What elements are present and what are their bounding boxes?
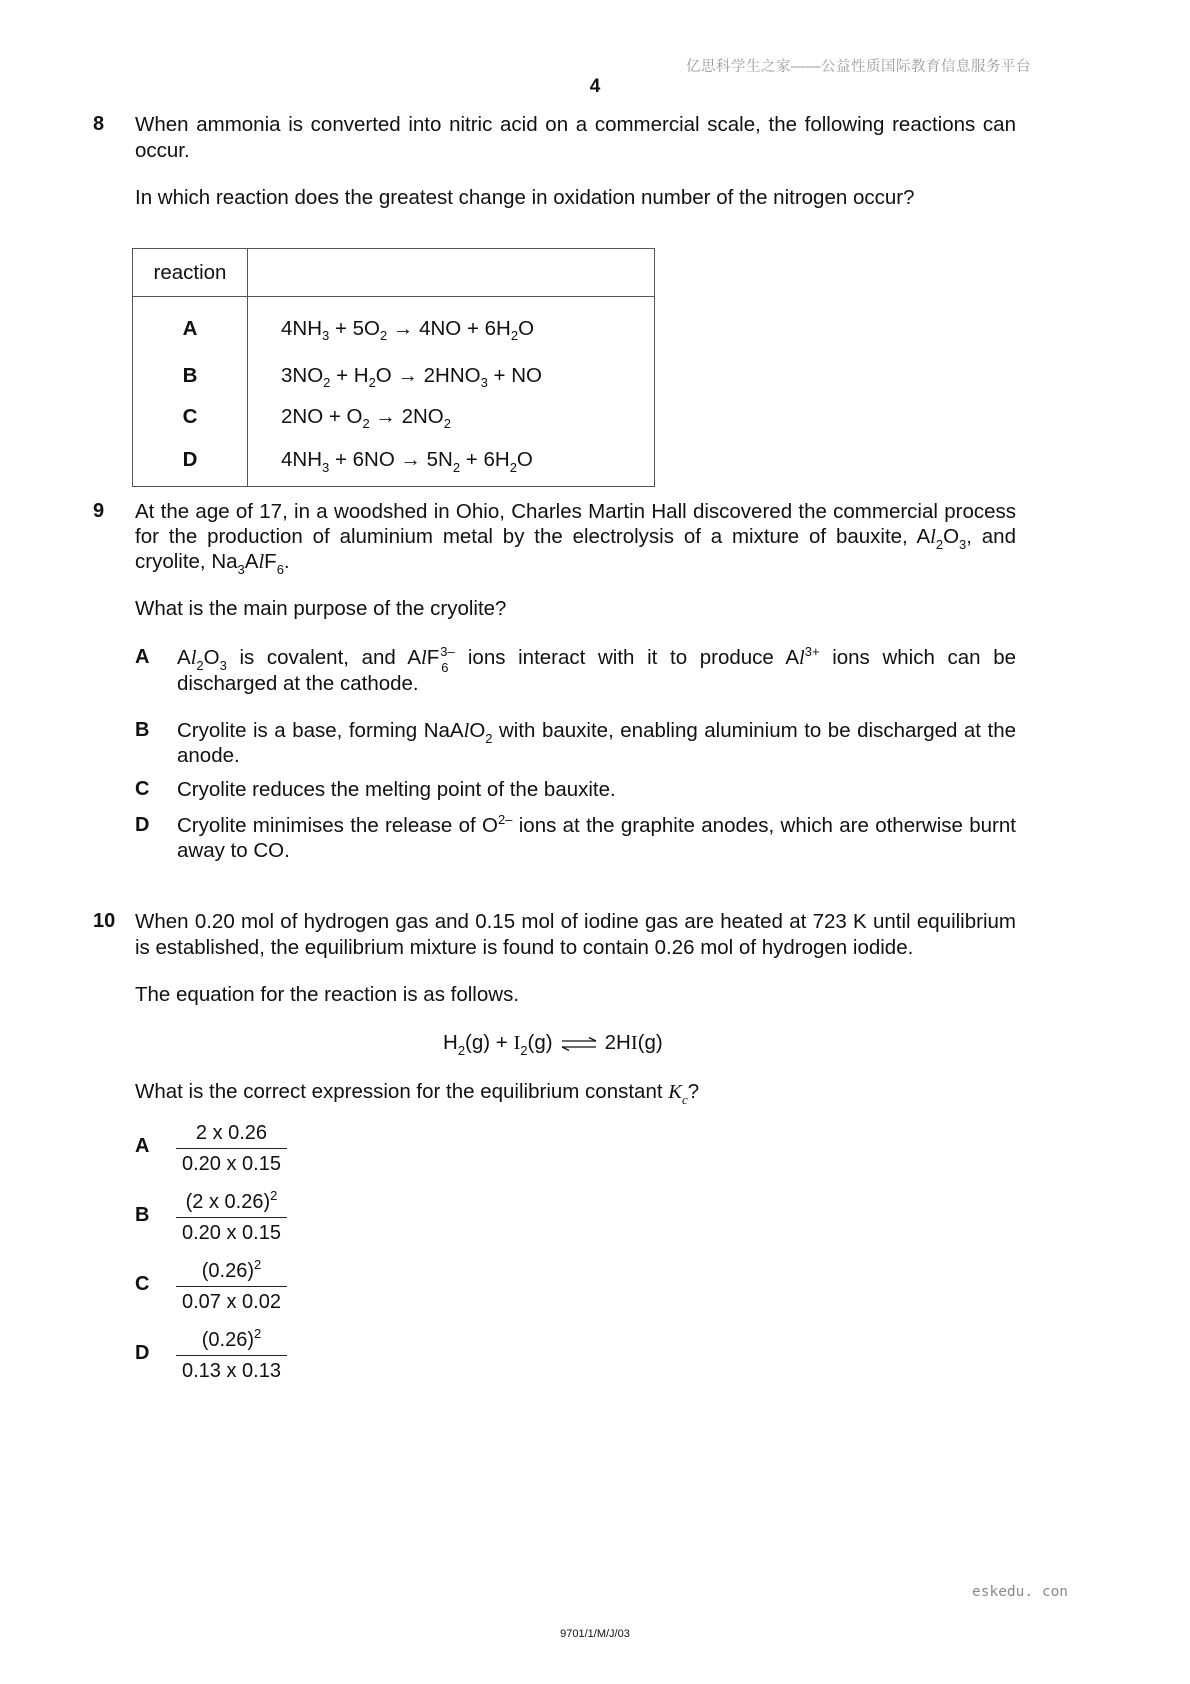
row-letter: A (133, 297, 248, 356)
fraction-numerator: $(0.26)^2$ (176, 1259, 287, 1287)
question-9-number: 9 (93, 500, 105, 522)
equilibrium-equation: $H_2(g) + I_2(g)$ 2HI(g) (443, 1031, 663, 1058)
site-watermark: eskedu. con (972, 1584, 1069, 1600)
watermark-text: 亿思科学生之家——公益性质国际教育信息服务平台 (686, 59, 1031, 75)
option-letter: B (135, 719, 150, 741)
fraction-denominator: 0.20 x 0.15 (182, 1153, 281, 1175)
fraction-denominator: 0.07 x 0.02 (182, 1291, 281, 1313)
paper-code: 9701/1/M/J/03 (560, 1628, 630, 1640)
question-9-option-b-line-1: Cryolite is a base, forming NaAlO$_2$ with bauxite, enabling aluminium to be discharged at the (177, 719, 1017, 746)
option-letter: B (135, 1204, 150, 1226)
question-10-intro: When 0.20 mol of hydrogen gas and 0.15 mol of iodine gas are heated at 723 K until equilibrium is established, the equilibrium mixture is found to contain 0.26 mol of hydrogen iodide. (135, 910, 1016, 959)
fraction-denominator: 0.13 x 0.13 (182, 1360, 281, 1382)
question-10-equation-intro: The equation for the reaction is as follows. (135, 983, 520, 1006)
question-9-question: What is the main purpose of the cryolite? (135, 597, 507, 620)
question-9-intro-line-3: cryolite, $Na_3AlF_6$. (135, 550, 290, 577)
row-equation: $2NO + O_2 \to 2NO_2$ (248, 396, 655, 437)
option-letter: C (135, 778, 150, 800)
page-number: 4 (589, 76, 601, 97)
option-letter: C (135, 1273, 150, 1295)
question-9-option-c: Cryolite reduces the melting point of the bauxite. (177, 778, 616, 801)
question-9-option-a-line-2: discharged at the cathode. (177, 672, 419, 695)
question-9-intro-line-2: for the production of aluminium metal by the electrolysis of a mixture of bauxite, $Al_2O_3$, and (135, 525, 1016, 552)
kc-fraction-b (176, 1187, 287, 1245)
question-9-intro-line-1: At the age of 17, in a woodshed in Ohio, Charles Martin Hall discovered the commercial process (135, 500, 1016, 523)
option-letter: A (135, 646, 150, 668)
question-8-intro: When ammonia is converted into nitric acid on a commercial scale, the following reactions can occur. (135, 113, 1016, 162)
fraction-numerator: 2 x 0.26 (176, 1121, 287, 1149)
row-letter: D (133, 437, 248, 487)
question-9-option-d-line-2: away to CO. (177, 839, 290, 862)
question-10-question: What is the correct expression for the equilibrium constant $K_c$? (135, 1080, 700, 1107)
row-equation: $3NO_2 + H_2O \to 2HNO_3$ + NO (248, 355, 655, 396)
kc-fraction-d (176, 1325, 287, 1383)
row-letter: C (133, 396, 248, 437)
row-equation: $4NH_3 + 5O_2 \to 4NO + 6H_2O$ (248, 297, 655, 356)
question-9-option-d-line-1: Cryolite minimises the release of $O^{2-}$ ions at the graphite anodes, which are otherwise burnt (177, 811, 1016, 837)
question-9-option-b-line-2: anode. (177, 744, 240, 767)
reaction-table (132, 248, 655, 487)
table-header-empty (248, 249, 655, 297)
table-header-reaction: reaction (133, 249, 248, 297)
kc-fraction-a (176, 1121, 287, 1176)
fraction-numerator: (2 x 0.26)$^2$ (176, 1190, 287, 1218)
question-10-number: 10 (93, 910, 116, 932)
table-header-row (133, 249, 655, 297)
fraction-numerator: $(0.26)^2$ (176, 1328, 287, 1356)
question-8-question: In which reaction does the greatest change in oxidation number of the nitrogen occur? (135, 186, 915, 209)
fraction-denominator: 0.20 x 0.15 (182, 1222, 281, 1244)
kc-fraction-c (176, 1256, 287, 1314)
table-row (133, 396, 655, 437)
option-letter: A (135, 1135, 150, 1157)
table-row (133, 297, 655, 356)
question-9-option-a-line-1: $Al_2O_3$ is covalent, and AlF 3– 6 ions interact with it to produce $Al^{3+}$ ions which can be (177, 643, 1016, 675)
question-8-number: 8 (93, 113, 105, 135)
equilibrium-arrows-icon (561, 1037, 597, 1051)
option-letter: D (135, 1342, 150, 1364)
row-equation: $4NH_3 + 6NO \to 5N_2 + 6H_2O$ (248, 437, 655, 487)
table-row (133, 355, 655, 396)
row-letter: B (133, 355, 248, 396)
option-letter: D (135, 814, 150, 836)
table-row (133, 437, 655, 487)
